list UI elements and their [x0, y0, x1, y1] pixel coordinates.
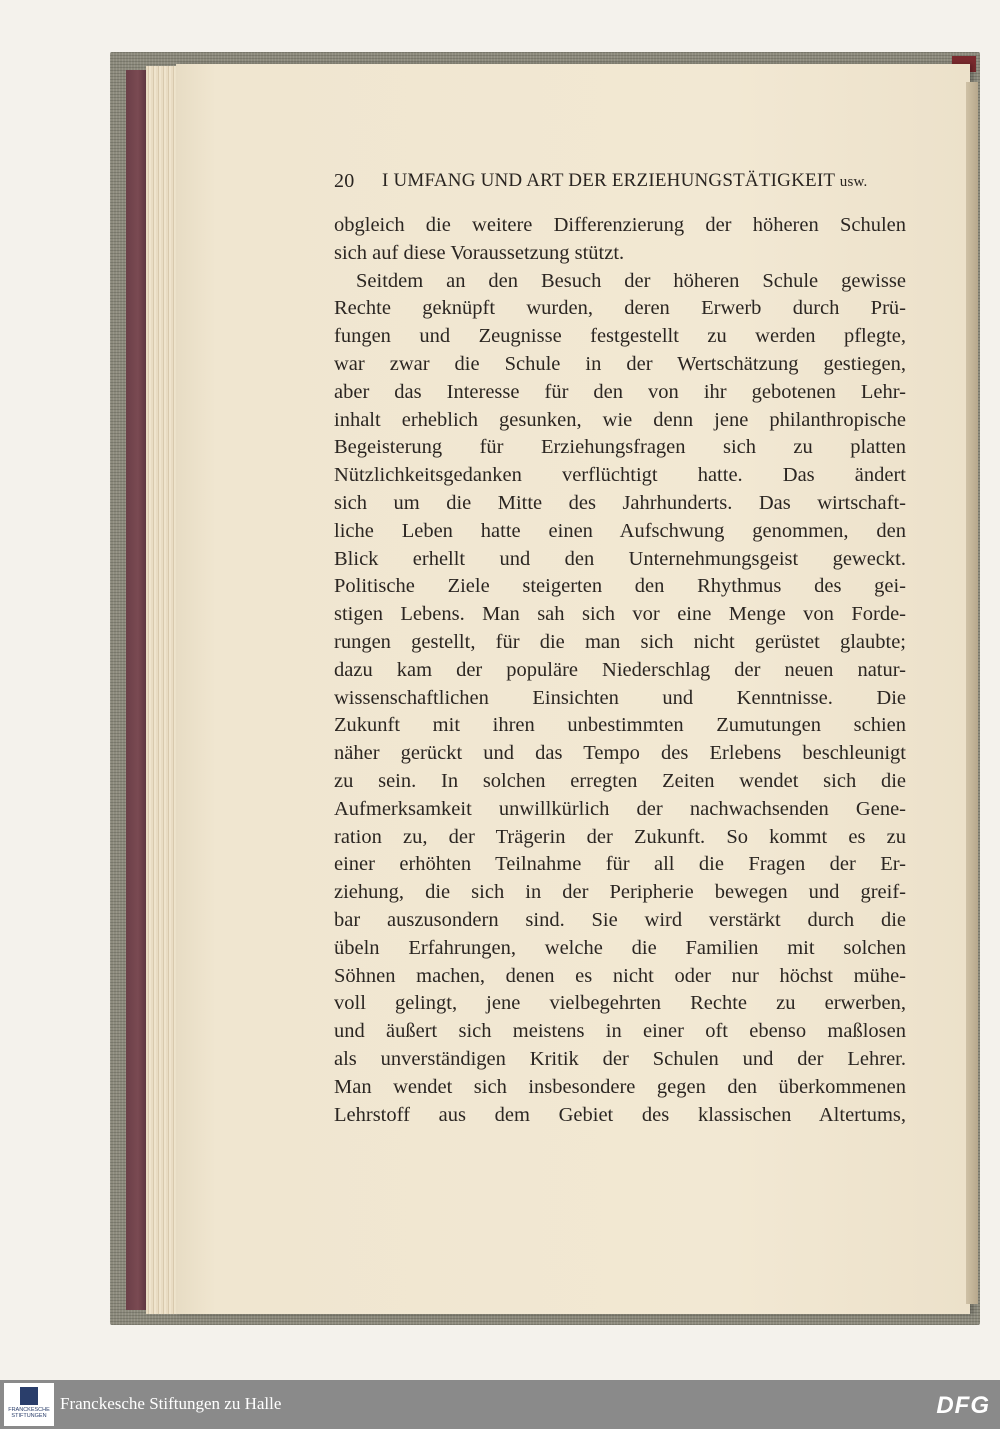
franckesche-stiftungen-logo[interactable] — [4, 1383, 54, 1426]
text-line: aber das Interesse für den von ihr gebotenen Lehr- — [334, 380, 906, 403]
text-line: Lehrstoff aus dem Gebiet des klassischen Altertums, — [334, 1103, 906, 1126]
text-line: Aufmerksamkeit unwillkürlich der nachwachsenden Gene- — [334, 797, 906, 820]
page-number: 20 — [334, 170, 355, 192]
text-line: Seitdem an den Besuch der höheren Schule gewisse — [356, 269, 906, 292]
text-line: Man wendet sich insbesondere gegen den überkommenen — [334, 1075, 906, 1098]
text-line: inhalt erheblich gesunken, wie denn jene philanthropische — [334, 408, 906, 431]
text-line: als unverständigen Kritik der Schulen und der Lehrer. — [334, 1047, 906, 1070]
running-head — [382, 170, 868, 192]
text-line: bar auszusondern sind. Sie wird verstärkt durch die — [334, 908, 906, 931]
viewer-footer-bar — [0, 1380, 1000, 1429]
text-line: und äußert sich meistens in einer oft ebenso maßlosen — [334, 1020, 906, 1043]
text-line: übeln Erfahrungen, welche die Familien mit solchen — [334, 936, 906, 959]
text-line: einer erhöhten Teilnahme für all die Fragen der Er- — [334, 853, 906, 876]
text-line: dazu kam der populäre Niederschlag der neuen natur- — [334, 658, 906, 681]
text-line: stigen Lebens. Man sah sich vor eine Menge von Forde- — [334, 603, 906, 626]
running-title: I UMFANG UND ART DER ERZIEHUNGSTÄTIGKEIT — [382, 170, 835, 191]
text-line: voll gelingt, jene vielbegehrten Rechte zu erwerben, — [334, 992, 906, 1015]
text-line: Rechte geknüpft wurden, deren Erwerb durch Prü- — [334, 297, 906, 320]
text-line: Zukunft mit ihren unbestimmten Zumutungen schien — [334, 714, 906, 737]
text-line: war zwar die Schule in der Wertschätzung gestiegen, — [334, 352, 906, 375]
page-header — [334, 170, 906, 194]
text-line: Begeisterung für Erziehungsfragen sich zu platten — [334, 436, 906, 459]
text-line: wissenschaftlichen Einsichten und Kenntnisse. Die — [334, 686, 906, 709]
text-line: Politische Ziele steigerten den Rhythmus des gei- — [334, 575, 906, 598]
text-line: rungen gestellt, für die man sich nicht gerüstet glaubte; — [334, 630, 906, 653]
page-right-edge — [966, 82, 978, 1304]
running-title-abbr: usw. — [839, 174, 868, 190]
text-line: liche Leben hatte einen Aufschwung genommen, den — [334, 519, 906, 542]
text-line: ration zu, der Trägerin der Zukunft. So kommt es zu — [334, 825, 906, 848]
text-line: näher gerückt und das Tempo des Erlebens beschleunigt — [334, 742, 906, 765]
text-line: Blick erhellt und den Unternehmungsgeist geweckt. — [334, 547, 906, 570]
text-line: obgleich die weitere Differenzierung der höheren Schulen — [334, 214, 906, 236]
dfg-logo[interactable]: DFG — [936, 1392, 990, 1419]
text-line: Nützlichkeitsgedanken verflüchtigt hatte. Das ändert — [334, 464, 906, 487]
footer-institution-name: Franckesche Stiftungen zu Halle — [60, 1394, 282, 1413]
body-text — [334, 212, 906, 1129]
logo-caption: FRANCKESCHE STIFTUNGEN — [8, 1407, 50, 1419]
text-line: sich auf diese Voraussetzung stützt. — [334, 241, 625, 264]
institution-emblem-icon — [20, 1387, 38, 1405]
text-line: Söhnen machen, denen es nicht oder nur höchst mühe- — [334, 964, 906, 987]
text-line: zu sein. In solchen erregten Zeiten wendet sich die — [334, 769, 906, 792]
text-line: ziehung, die sich in der Peripherie bewegen und greif- — [334, 881, 906, 904]
text-line: fungen und Zeugnisse festgestellt zu werden pflegte, — [334, 325, 906, 348]
text-line: sich um die Mitte des Jahrhunderts. Das wirtschaft- — [334, 491, 906, 514]
spine-band — [126, 70, 146, 1310]
